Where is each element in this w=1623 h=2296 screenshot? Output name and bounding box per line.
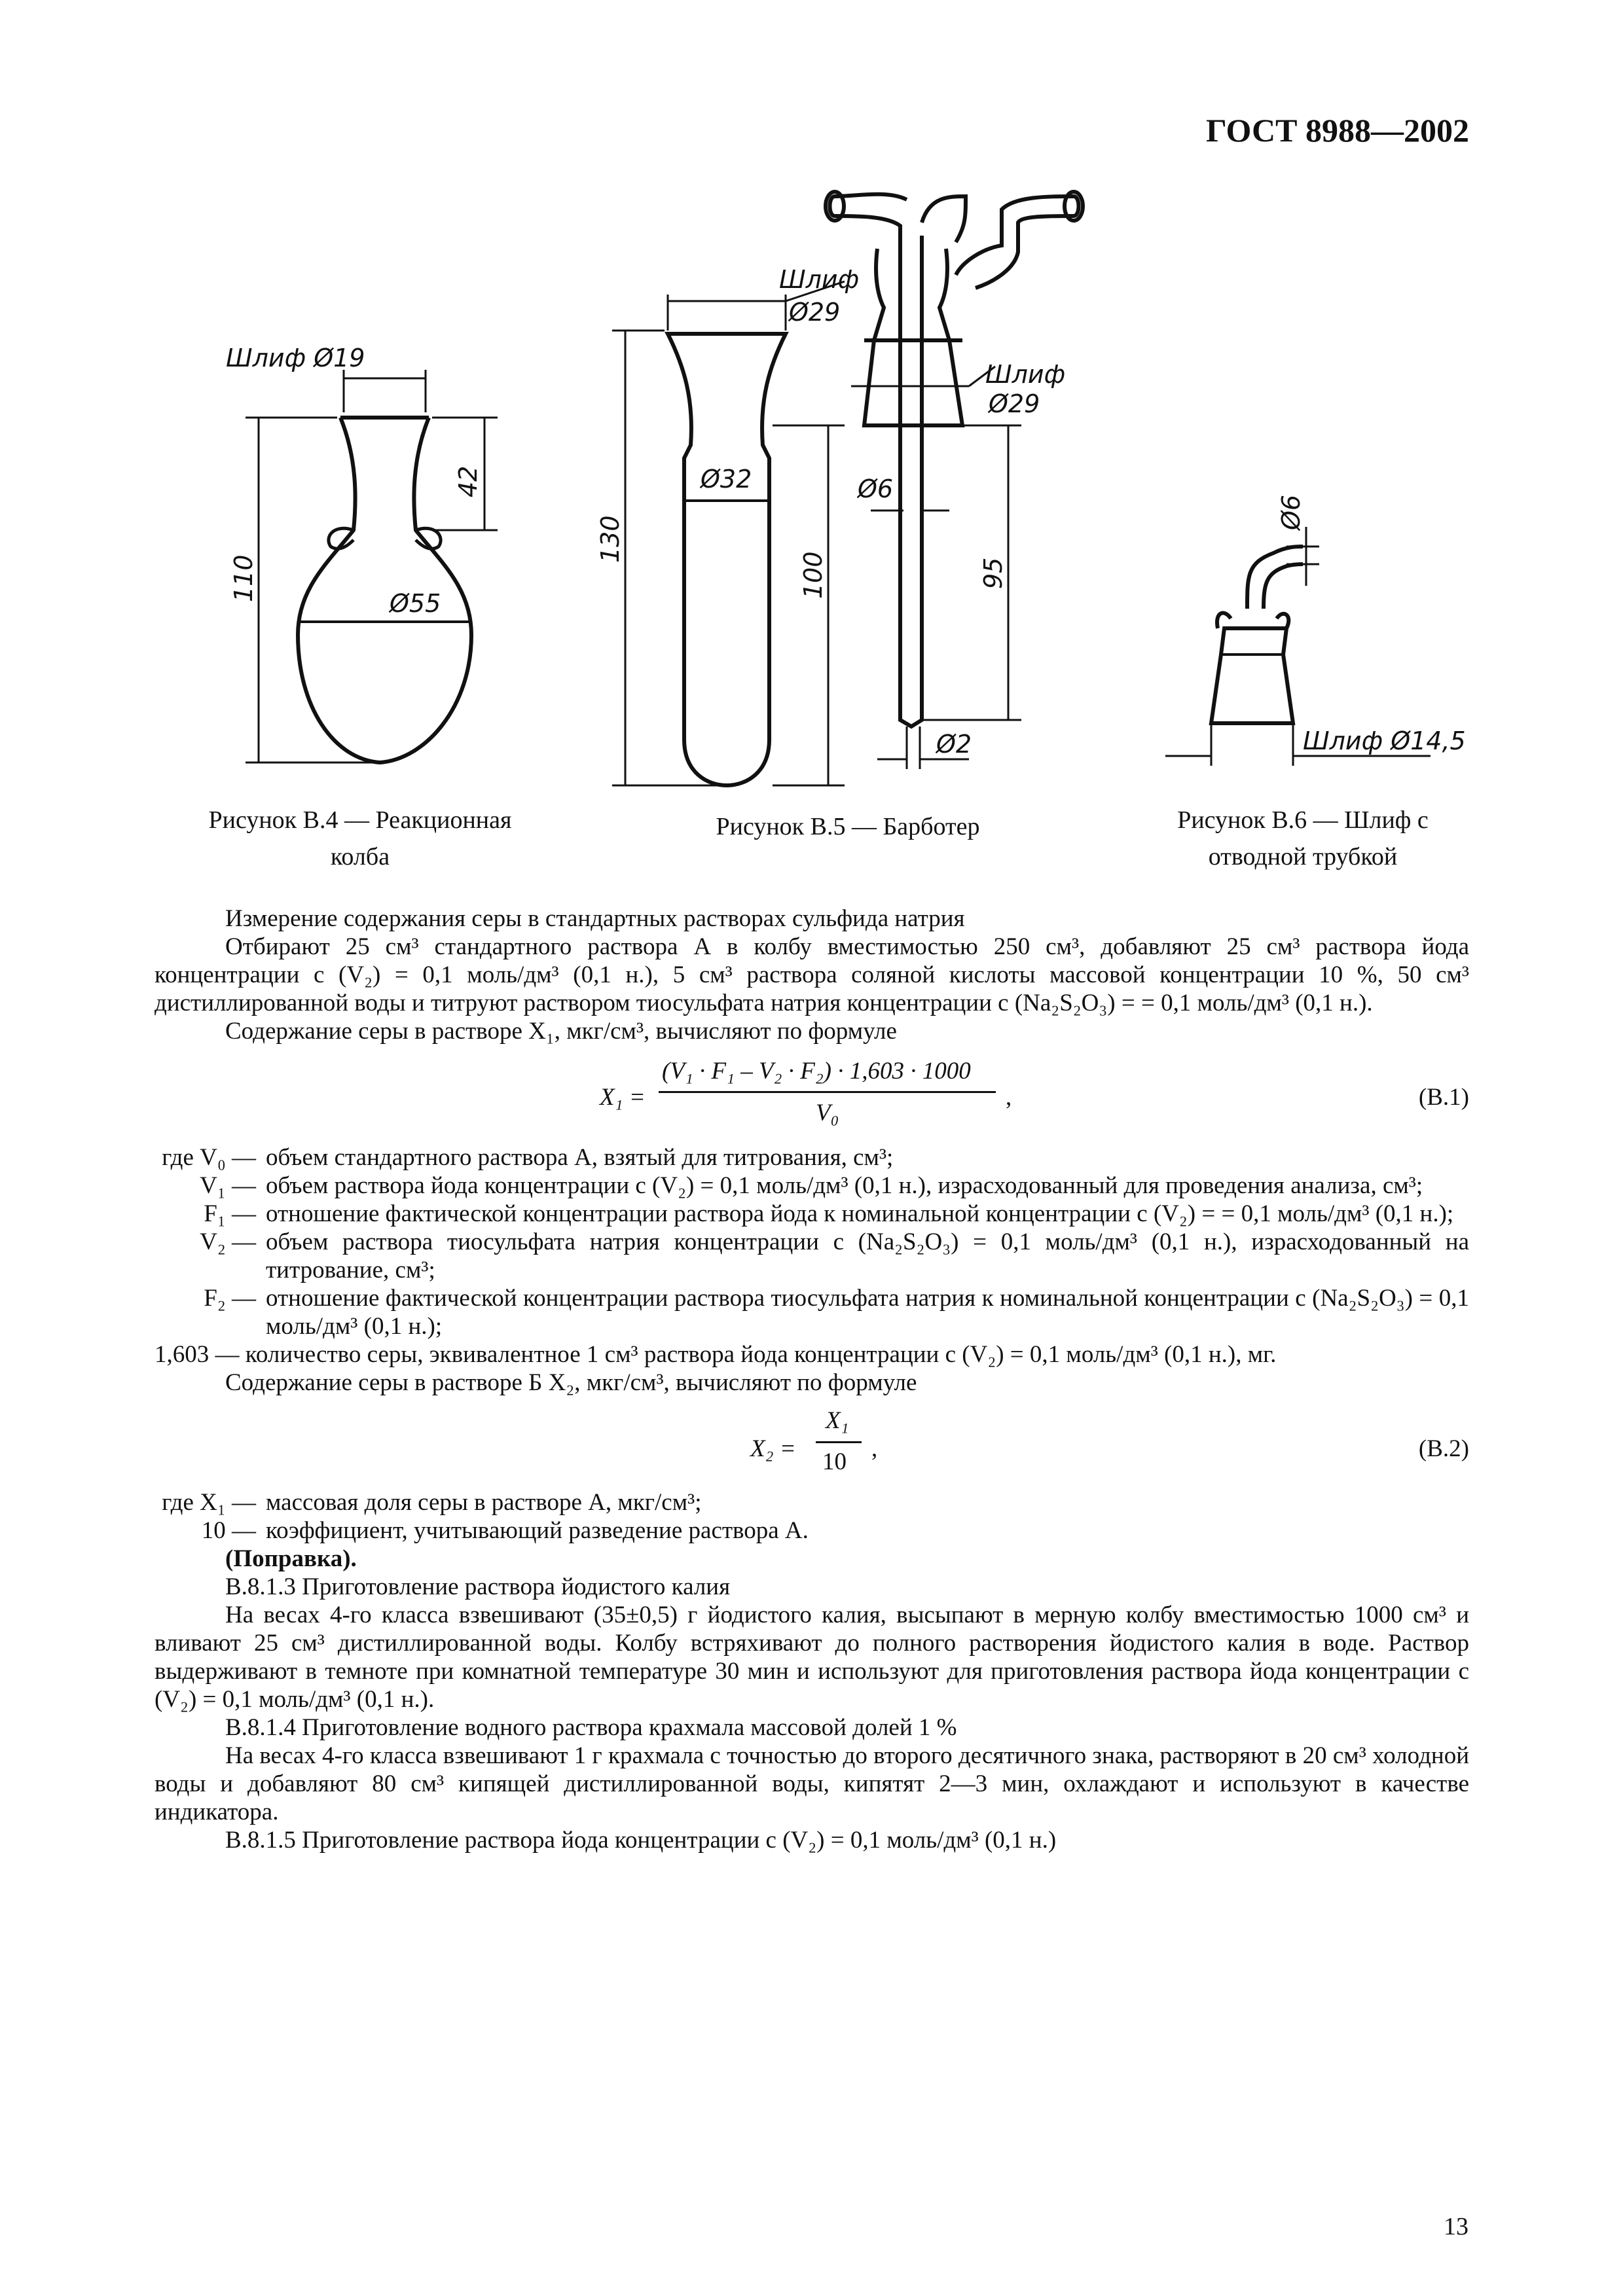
figures-drawing xyxy=(0,0,1623,916)
definition-item xyxy=(155,1172,1469,1200)
formula-b1-number: (В.1) xyxy=(1418,1084,1469,1111)
flask-grind-label: Шлиф Ø19 xyxy=(226,344,365,372)
definition-text: коэффициент, учитывающий разведение раствора А. xyxy=(266,1517,809,1544)
definition-text: отношение фактической концентрации раствора тиосульфата натрия к номинальной концентрации с (Na₂S₂O₃) = 0,1 моль/дм³ (0,1 н.); xyxy=(266,1285,1469,1340)
paragraph-b813: На весах 4-го класса взвешивают (35±0,5) г йодистого калия, высыпают в мерную колбу вместимостью 1000 см³ и вливают 25 см³ дистиллированной воды. Колбу встряхивают до полного растворения йодистого калия в воде. Раствор выдерживают в темноте при комнатной температуре 30 мин и используют для приготовления раствора йода концентрации с (V₂) = 0,1 моль/дм³ (0,1 н.). xyxy=(155,1602,1469,1713)
section-b815-heading: В.8.1.5 Приготовление раствора йода концентрации с (V₂) = 0,1 моль/дм³ (0,1 н.) xyxy=(225,1827,1057,1854)
definition-symbol: V₁ — xyxy=(200,1172,256,1199)
flask-diameter-label: Ø55 xyxy=(390,589,441,618)
paragraph-formula-intro-2: Содержание серы в растворе Б X₂, мкг/см³, вычисляют по формуле xyxy=(225,1369,917,1396)
paragraph-formula-intro-1: Содержание серы в растворе X₁, мкг/см³, вычисляют по формуле xyxy=(225,1018,897,1045)
bubbler-dimensions xyxy=(612,281,845,785)
fraction-bar xyxy=(659,1091,996,1093)
document-body xyxy=(155,905,1469,1854)
sampling-part1: Отбирают 25 см³ стандартного раствора А в колбу вместимостью 250 см³, добавляют 25 см³ раствора йода концентрации xyxy=(155,933,1469,988)
standard-header: ГОСТ 8988—2002 xyxy=(1205,112,1469,149)
definition-1603: 1,603 — количество серы, эквивалентное 1 см³ раствора йода концентрации с (V₂) = 0,1 моль/дм³ (0,1 н.), мг. xyxy=(155,1341,1277,1368)
tube-grind-label: Шлиф xyxy=(985,360,1066,389)
page-number: 13 xyxy=(1444,2213,1468,2240)
definition-text: массовая доля серы в растворе А, мкг/см³; xyxy=(266,1489,702,1516)
figure-caption-b4: Рисунок В.4 — Реакционная колба xyxy=(208,806,512,870)
definition-item xyxy=(155,1284,1469,1340)
formula-b1-comma: , xyxy=(1006,1084,1012,1111)
tube-height-label: 95 xyxy=(979,557,1008,589)
definition-text: объем раствора йода концентрации с (V₂) = 0,1 моль/дм³ (0,1 н.), израсходованный для проведения анализа, см³; xyxy=(266,1172,1423,1199)
paragraph-measurement: Измерение содержания серы в стандартных растворах сульфида натрия xyxy=(225,905,965,932)
definition-symbol: 10 — xyxy=(201,1517,256,1544)
outlet-tube-diameter: Ø6 xyxy=(1277,494,1305,530)
formula-b2-number: (В.2) xyxy=(1418,1435,1469,1462)
formula-b2-denominator: 10 xyxy=(822,1448,847,1475)
definition-item xyxy=(155,1200,1469,1228)
bubbler-vessel xyxy=(668,334,786,785)
formula-b2 xyxy=(155,1397,1469,1488)
definition-symbol: V₂ — xyxy=(200,1229,256,1255)
sampling-part2: с (V₂) = 0,1 моль/дм³ (0,1 н.), 5 см³ раствора соляной кислоты массовой концентрации 10 %, 50 см³ дистиллированной воды и титруют раствором тиосульфата натрия концентрации с (Na₂S₂O₃) = = 0,1 моль/дм³ (0,1 н.). xyxy=(155,961,1469,1016)
definition-item xyxy=(155,1516,1469,1545)
section-b813-heading: В.8.1.3 Приготовление раствора йодистого калия xyxy=(225,1573,731,1600)
definition-symbol: F₂ — xyxy=(204,1285,256,1312)
tube-grind-diameter: Ø29 xyxy=(989,389,1040,418)
formula-b2-lhs: X₂ = xyxy=(750,1435,796,1462)
formula-b2-numerator: X₁ xyxy=(826,1407,849,1434)
grind-outlet xyxy=(1211,547,1303,723)
tube-tip-label: Ø2 xyxy=(936,730,972,759)
definitions-b1 xyxy=(155,1143,1469,1369)
definition-item xyxy=(155,1143,1469,1172)
bubbler-grind-diameter: Ø29 xyxy=(789,298,841,327)
formula-b1-lhs: X₁ = xyxy=(600,1084,646,1111)
outlet-grind-label: Шлиф Ø14,5 xyxy=(1303,726,1466,755)
flask-dimensions xyxy=(246,370,498,762)
definition-item xyxy=(155,1228,1469,1284)
section-b814-heading: В.8.1.4 Приготовление водного раствора крахмала массовой долей 1 % xyxy=(225,1714,957,1741)
definition-symbol: F₁ — xyxy=(204,1200,256,1227)
definition-symbol: где X₁ — xyxy=(162,1489,256,1516)
bubbler-inner-diameter: Ø32 xyxy=(701,465,752,493)
bubbler-inner-height: 100 xyxy=(799,551,828,599)
bubbler-height-label: 130 xyxy=(596,515,625,563)
formula-b1 xyxy=(155,1045,1469,1143)
formula-b1-denominator: V₀ xyxy=(816,1100,839,1126)
flask-height-label: 110 xyxy=(229,554,258,602)
amendment-note: (Поправка). xyxy=(225,1545,357,1572)
definition-item xyxy=(155,1488,1469,1516)
formula-b1-numerator: (V₁ · F₁ – V₂ · F₂) · 1,603 · 1000 xyxy=(662,1058,971,1085)
bubbler-tube xyxy=(826,192,1083,726)
formula-b2-comma: , xyxy=(871,1435,878,1462)
figure-caption-b6: Рисунок В.6 — Шлиф с отводной трубкой xyxy=(1177,806,1429,870)
definitions-b2 xyxy=(155,1488,1469,1545)
paragraph-sampling xyxy=(155,933,1469,1017)
figure-caption-b5: Рисунок В.5 — Барботер xyxy=(716,813,980,840)
bubbler-grind-label: Шлиф xyxy=(779,265,860,294)
definition-text: отношение фактической концентрации раствора йода к номинальной концентрации с (V₂) = = 0,1 моль/дм³ (0,1 н.); xyxy=(266,1200,1454,1227)
reaction-flask xyxy=(298,418,471,762)
fraction-bar xyxy=(816,1441,862,1443)
tube-diameter-label: Ø6 xyxy=(858,475,894,503)
definition-symbol: где V₀ — xyxy=(162,1144,256,1171)
definition-text: объем стандартного раствора А, взятый для титрования, см³; xyxy=(266,1144,894,1171)
definition-text: объем раствора тиосульфата натрия концентрации с (Na₂S₂O₃) = 0,1 моль/дм³ (0,1 н.), израсходованный на титрование, см³; xyxy=(266,1229,1469,1283)
paragraph-b814: На весах 4-го класса взвешивают 1 г крахмала с точностью до второго десятичного знака, растворяют в 20 см³ холодной воды и добавляют 80 см³ кипящей дистиллированной воды, кипятят 2—3 мин, охлаждают и используют в качестве индикатора. xyxy=(155,1742,1469,1825)
flask-neck-label: 42 xyxy=(454,465,483,497)
